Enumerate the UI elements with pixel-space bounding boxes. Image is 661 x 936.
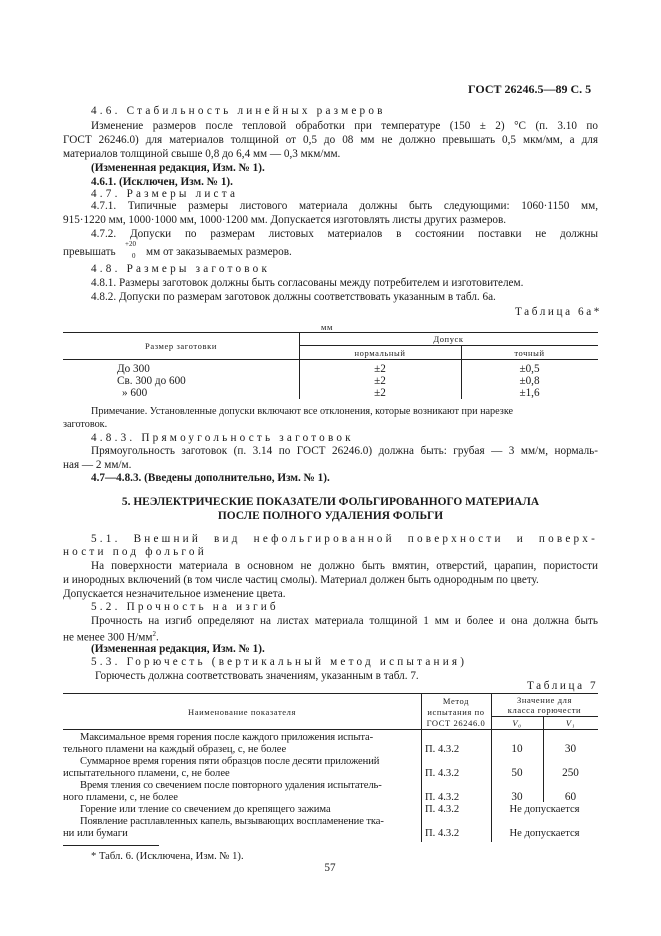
table-rule xyxy=(63,729,598,730)
table-7-col-v0: V₀ xyxy=(512,718,522,728)
table-row-label: Суммарное время горения пяти образцов после десяти приложений xyxy=(80,756,380,767)
paragraph-line: ная — 2 мм/м. xyxy=(63,459,132,471)
table-row-v0: 30 xyxy=(511,791,523,803)
table-row-label: ного пламени, с, не более xyxy=(63,792,178,803)
table-row-merged-value: Не допускается xyxy=(509,804,580,815)
table-rule xyxy=(63,332,598,333)
table-row-precise: ±1,6 xyxy=(519,387,540,399)
tolerance-superscript: +20 xyxy=(125,240,136,248)
table-row-method: П. 4.3.2 xyxy=(425,744,460,755)
paragraph-line: Прямоугольность заготовок (п. 3.14 по ГОСТ 26246.0) должна быть: грубая — 3 мм/м, нормаль- xyxy=(91,445,598,457)
table-6a-col-precise: точный xyxy=(514,348,545,358)
amendment-note: 4.7—4.8.3. (Введены дополнительно, Изм. № 1). xyxy=(91,472,330,484)
paragraph-line: Горючесть должна соответствовать значениям, указанным в табл. 7. xyxy=(95,670,419,682)
table-row-label: Горение или тление со свечением до крепящего зажима xyxy=(80,804,331,815)
table-7-caption: Таблица 7 xyxy=(527,680,599,692)
table-row-method: П. 4.3.2 xyxy=(425,792,460,803)
paragraph-line: Изменение размеров после тепловой обработки при температуре (150 ± 2) °С (п. 3.10 по xyxy=(91,120,598,132)
paragraph-line: мм от заказываемых размеров. xyxy=(146,246,292,258)
paragraph-line: и инородных включений (в том числе частиц смолы). Материал должен быть однородным по цвету. xyxy=(63,574,539,586)
section-5-title-line2: ПОСЛЕ ПОЛНОГО УДАЛЕНИЯ ФОЛЬГИ xyxy=(217,510,444,522)
table-row-label: Появление расплавленных капель, вызывающих воспламенение тка- xyxy=(80,816,384,827)
table-7-col-value: Значение для xyxy=(517,695,572,705)
paragraph-line: 4.7.2. Допуски по размерам листовых материалов в состоянии поставки не должны xyxy=(91,228,598,240)
table-7-col-v1: V₁ xyxy=(565,718,576,728)
footnote: * Табл. 6. (Исключена, Изм. № 1). xyxy=(91,851,244,862)
table-7-col-value: класса горючести xyxy=(507,705,582,715)
table-6a-col-normal: нормальный xyxy=(354,348,406,358)
table-rule xyxy=(491,716,598,717)
amendment-note: (Измененная редакция, Изм. № 1). xyxy=(91,162,265,174)
table-7-col-method: Метод xyxy=(442,696,470,706)
section-5-3-title: 5.3. Горючесть (вертикальный метод испытания) xyxy=(91,656,468,668)
table-6a-col-tolerance: Допуск xyxy=(433,334,464,344)
table-row-size: До 300 xyxy=(117,363,150,375)
section-4-7-title: 4.7. Размеры листа xyxy=(91,188,239,200)
strength-unit-exponent: 2 xyxy=(152,630,156,638)
table-row-v0: 10 xyxy=(511,743,523,755)
table-row-label: испытательного пламени, с, не более xyxy=(63,768,230,779)
strength-period: . xyxy=(155,631,159,644)
table-rule xyxy=(543,716,544,802)
section-4-6-1: 4.6.1. (Исключен, Изм. № 1). xyxy=(91,176,233,188)
table-row-label: ни или бумаги xyxy=(63,828,128,839)
table-rule xyxy=(63,693,598,694)
table-6a-note: заготовок. xyxy=(63,419,108,430)
strength-value: не менее 300 Н/мм xyxy=(63,631,153,644)
table-row-label: Максимальное время горения после каждого приложения испыта- xyxy=(80,732,374,743)
paragraph-line: Допускается незначительное изменение цвета. xyxy=(63,588,286,600)
table-7-col-method: ГОСТ 26246.0 xyxy=(426,718,486,728)
table-6a-unit: мм xyxy=(321,322,333,332)
table-row-precise: ±0,5 xyxy=(519,363,540,375)
table-row-normal: ±2 xyxy=(374,363,386,375)
table-row-size: » 600 xyxy=(122,387,148,399)
section-5-title: 5. НЕЭЛЕКТРИЧЕСКИЕ ПОКАЗАТЕЛИ ФОЛЬГИРОВАННОГО МАТЕРИАЛА xyxy=(121,496,540,508)
table-row-v0: 50 xyxy=(511,767,523,779)
table-row-v1: 30 xyxy=(564,743,577,755)
paragraph-line: На поверхности материала в основном не должно быть вмятин, отверстий, царапин, пористости xyxy=(91,560,598,572)
table-row-label: тельного пламени на каждый образец, с, не более xyxy=(63,744,287,755)
table-row-normal: ±2 xyxy=(374,375,386,387)
page-header-title: ГОСТ 26246.5—89 С. 5 xyxy=(468,82,592,96)
table-row-v1: 250 xyxy=(562,767,579,779)
table-rule xyxy=(63,359,598,360)
table-6a-col-size: Размер заготовки xyxy=(145,341,217,351)
paragraph-line: 4.8.2. Допуски по размерам заготовок должны соответствовать указанным в табл. 6а. xyxy=(91,291,496,303)
paragraph-line: ГОСТ 26246.0) для материалов толщиной от 0,5 до 08 мм не должно превышать 0,5 мкм/мм, а для xyxy=(63,134,598,146)
section-5-2-title: 5.2. Прочность на изгиб xyxy=(91,601,279,613)
table-row-label: Время тления со свечением после повторного удаления испытатель- xyxy=(80,780,382,791)
table-row-method: П. 4.3.2 xyxy=(425,768,460,779)
section-4-6-title: 4.6. Стабильность линейных размеров xyxy=(91,105,386,117)
table-row-v1: 60 xyxy=(564,791,577,803)
paragraph-line: 915·1220 мм, 1000·1000 мм, 1000·1200 мм. Допускается изготовлять листы других размеров. xyxy=(63,214,507,226)
table-row-method: П. 4.3.2 xyxy=(425,828,460,839)
table-row-merged-value: Не допускается xyxy=(509,828,580,839)
table-row-size: Св. 300 до 600 xyxy=(117,375,186,387)
footnote-rule xyxy=(63,845,159,846)
section-5-1-title: 5.1. Внешний вид нефольгированной поверхности и поверх- xyxy=(91,533,598,545)
table-7-col-method: испытания по xyxy=(427,707,485,717)
paragraph-line: Прочность на изгиб определяют на листах материала толщиной 1 мм и более и она должна быть xyxy=(91,615,598,627)
section-4-8-3-title: 4.8.3. Прямоугольность заготовок xyxy=(91,432,354,444)
amendment-note: (Измененная редакция, Изм. № 1). xyxy=(91,643,265,655)
paragraph-line: превышать xyxy=(63,246,116,258)
table-row-normal: ±2 xyxy=(374,387,386,399)
page-number: 57 xyxy=(324,862,336,874)
paragraph-line: 4.8.1. Размеры заготовок должны быть согласованы между потребителем и изготовителем. xyxy=(91,277,524,289)
section-4-8-title: 4.8. Размеры заготовок xyxy=(91,263,271,275)
table-row-precise: ±0,8 xyxy=(519,375,540,387)
table-7-col-name: Наименование показателя xyxy=(187,707,296,717)
paragraph-line: материалов толщиной свыше 0,8 до 6,4 мм — 0,3 мкм/мм. xyxy=(63,148,341,160)
section-5-1-title-line2: ности под фольгой xyxy=(63,546,207,558)
tolerance-subscript: 0 xyxy=(132,252,136,260)
table-6a-note: Примечание. Установленные допуски включают все отклонения, которые возникают при нарезке xyxy=(91,406,514,417)
table-rule xyxy=(299,345,598,346)
table-row-method: П. 4.3.2 xyxy=(425,804,460,815)
paragraph-line: 4.7.1. Типичные размеры листового материала должны быть следующими: 1060·1150 мм, xyxy=(91,200,598,212)
table-6a-caption: Таблица 6а* xyxy=(515,306,603,318)
